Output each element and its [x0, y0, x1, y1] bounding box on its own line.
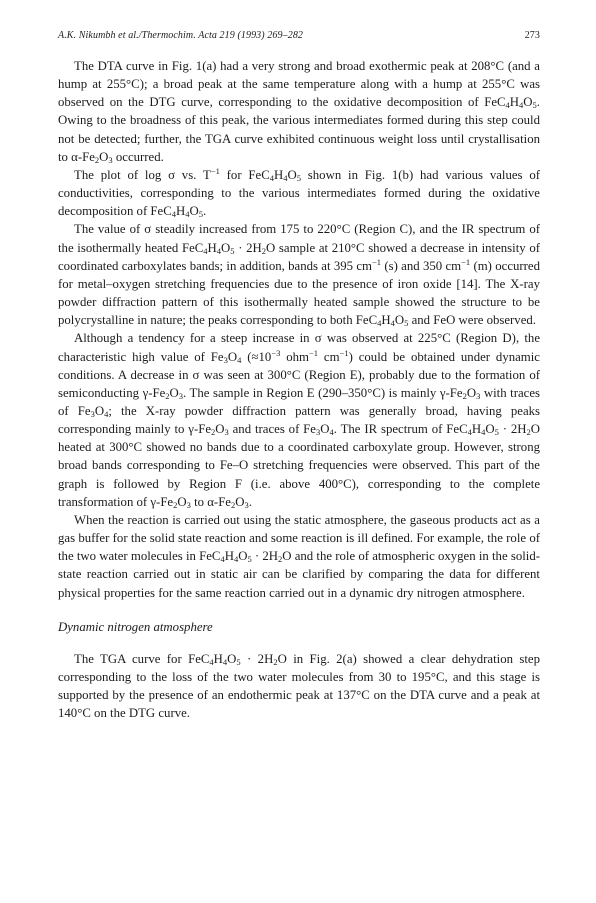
paragraph-dta-curve: The DTA curve in Fig. 1(a) had a very strong and broad exothermic peak at 208°C (and a hump at 255°C); a broad peak at the same temperature along with a hump at 255°C was observed on the DTG curve, corresponding to the oxidative decomposition of $FeC_4H_4O_5$. Owing to the broadness of this peak, the various intermediates formed during this step could not be detected; further, the TGA curve exhibited continuous weight loss until crystallisation to $\alpha-Fe_2O_3$ occurred.	[58, 59, 540, 165]
running-head-citation: A.K. Nikumbh et al./Thermochim. Acta 219 (1993) 269–282	[58, 30, 304, 41]
paragraph-static-atmosphere: When the reaction is carried out using the static atmosphere, the gaseous products act as a gas buffer for the solid state reaction and some reaction is ill defined. For example, the role of the two water molecules in $FeC_4H_4O_5 \cdot 2H_2O$ and the role of atmospheric oxygen in the solid-state reaction carried out in static air can be clarified by comparing the data for different physical properties for the same reaction carried out in a dynamic dry nitrogen atmosphere.	[58, 512, 540, 600]
page-number: 273	[524, 30, 540, 41]
paragraph-region-c: The value of σ steadily increased from 175 to 220°C (Region C), and the IR spectrum of the isothermally heated $FeC_4H_4O_5 \cdot 2H_2O$ sample at 210°C showed a decrease in intensity of coordinated carboxylates bands; in addition, bands at 395 $cm^{-1}$ (s) and 350 $cm^{-1}$ (m) occurred for metal–oxygen stretching frequencies due to the presence of iron oxide [14]. The X-ray powder diffraction pattern of this isothermally heated sample showed the structure to be polycrystalline in nature; the peaks corresponding to both $FeC_4H_4O_5$ and FeO were observed.	[58, 222, 540, 329]
running-header	[58, 30, 540, 41]
body-text	[58, 57, 540, 602]
paragraph-region-d-e-f: Although a tendency for a steep increase in σ was observed at 225°C (Region D), the characteristic high value of $Fe_3O_4$ ($\approx 10^{-3}$ ohm$^{-1}$ $cm^{-1}$) could be obtained under dynamic conditions. A decrease in σ was seen at 300°C (Region E), probably due to the formation of semiconducting $\gamma-Fe_2O_3$. The sample in Region E (290–350°C) is mainly $\gamma-Fe_2O_3$ with traces of $Fe_3O_4$; the X-ray powder diffraction pattern was generally broad, having peaks corresponding mainly to $\gamma-Fe_2O_3$ and traces of $Fe_3O_4$. The IR spectrum of $FeC_4H_4O_5 \cdot 2H_2O$ heated at 300°C showed no bands due to a coordinated carboxylate group. However, strong broad bands corresponding to Fe–O stretching frequencies were observed. This part of the graph is followed by Region F (i.e. above 400°C), corresponding to the complete transformation of $\gamma-Fe_2O_3$ to $\alpha-Fe_2O_3$.	[58, 331, 541, 510]
paragraph-log-sigma-plot: The plot of log σ vs. $T^{-1}$ for $FeC_4H_4O_5$ shown in Fig. 1(b) had various values of conductivities, corresponding to the various intermediates formed during the oxidative decomposition of $FeC_4H_4O_5$.	[58, 165, 540, 220]
section-heading: Dynamic nitrogen atmosphere	[58, 619, 213, 634]
paragraph-tga-curve: The TGA curve for $FeC_4H_4O_5 \cdot 2H_2O$ in Fig. 2(a) showed a clear dehydration step corresponding to the loss of the two water molecules from 30 to 195°C, and this stage is supported by the presence of an endothermic peak at 137°C on the DTA curve and a peak at 140°C on the DTG curve.	[58, 651, 540, 721]
